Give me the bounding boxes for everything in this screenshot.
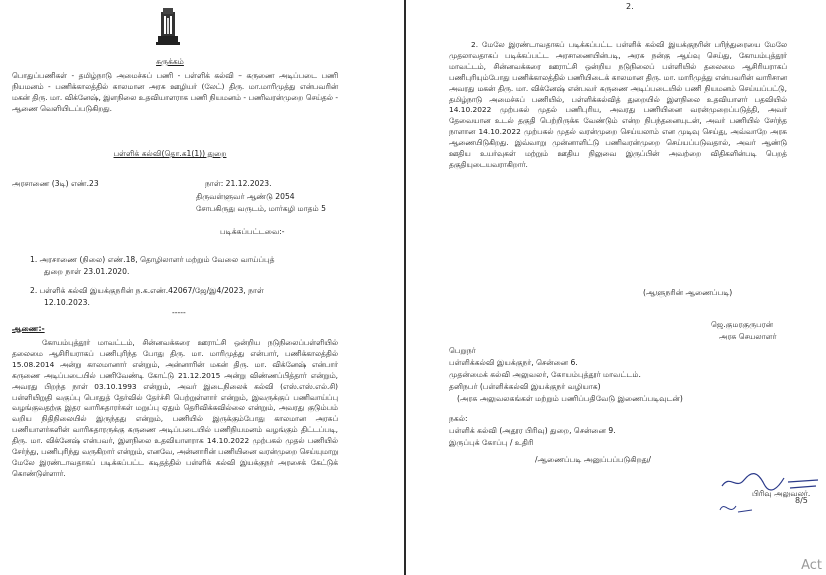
forwarded-line: /ஆணைப்படி அனுப்பப்படுகிறது/ <box>535 455 651 464</box>
summary-text: பொதுப்பணிகள் - தமிழ்நாடு அமைச்சுப் பணி - பள்ளிக் கல்வி – கருணை அடிப்படை பணி நியமனம் - பணிக்காலத்தில் காலமான அரசு ஊழியர் (லேட்) திரு. மா.மாரிமுத்து என்பவரின் மகன் திரு. மா. விக்னேஷ், இளநிலை உதவியாளராக பணி நியமனம் - பணிவரன்முறை செய்தல் - ஆணை வெளியிடப்படுகிறது. <box>12 71 338 113</box>
state-emblem-icon <box>154 6 182 46</box>
copy-2: இருப்புக் கோப்பு / உதிரி <box>449 438 534 447</box>
copy-heading: நகல்: <box>449 414 468 423</box>
go-number: அரசாணை (3டி) எண்.23 <box>12 179 99 188</box>
separator: ----- <box>172 308 186 317</box>
order-heading: ஆணை:- <box>12 324 45 333</box>
page-number: 2. <box>626 2 634 11</box>
recipient-4: (அரசு அலுவலகங்கள் மற்றும் பணிப்பதிவேடு இணைப்படிவுடன்) <box>457 394 683 403</box>
signatory-title: அரசு செயலாளர் <box>719 332 777 341</box>
reference-1-line1: 1. அரசாணை (நிலை) எண்.18, தொழிலாளர் மற்றும் வேலை வாய்ப்புத் <box>30 255 275 264</box>
by-order-line: (ஆளுநரின் ஆணைப்படி) <box>643 288 733 297</box>
recipient-1: பள்ளிக்கல்வி இயக்குநர், சென்னை 6. <box>449 358 578 367</box>
reference-2-line2: 12.10.2023. <box>44 298 90 307</box>
tamil-year: திருவள்ளுவர் ஆண்டு 2054 <box>196 192 295 201</box>
signatory-name: ஜெ.குமரகுருபரன் <box>711 320 774 329</box>
reference-1-line2: துறை நாள் 23.01.2020. <box>44 267 130 276</box>
paragraph-2: 2. மேலே இரண்டாவதாகப் படிக்கப்பட்ட பள்ளிக் கல்வி இயக்குநரின் பரிந்துரையை மேலே முதலாவதாகப் படிக்கப்பட்ட அரசாணையின்படி, அரசு நன்கு ஆய்வு செய்து, கோயம்புத்தூர் மாவட்டம், சின்னவக்கரை ஊராட்சி ஒன்றிய நடுநிலைப் பள்ளியில் தலைமை ஆசிரியராகப் பணிபுரியும்போது பணிக்காலத்தில் பணியிடைக் காலமான திரு. மா. மாரிமுத்து என்பவரின் வாரிசான அவரது மகன் திரு. மா. விக்னேஷ் என்பவர் கருணை அடிப்படையில் பணி நியமனம் செய்யப்பட்டு, தமிழ்நாடு அமைச்சுப் பணியில், பள்ளிக்கல்வித் துறையில் இளநிலை உதவியாளர் பதவியில் 14.10.2022 முற்பகல் முதல் பணிபுரிய, அவரது பணியினை வரன்முறைப்படுத்தி, அவர் தேவையான உடல் தகுதி பெற்றிருக்க வேண்டும் என்ற நிபந்தனையுடன், அவர் பணியில் சேர்ந்த நாளான 14.10.2022 முற்பகல் முதல் வரன்முறை செய்யலாம் என முடிவு செய்து, அவ்வாறே அரசு ஆணையிடுகிறது. இவ்வாறு முன்னாளிட்டு பணிவரன்முறை செய்யப்படுவதால், அவர் ஆண்டு ஊதிய உயர்வுகள் மற்றும் ஊதிய நிலுவை இருப்பின் அவற்றை விதிகளின்படி பெறத் தகுதியுடையவராகிறார். <box>449 40 787 169</box>
tamil-month: சோபகிருது வருடம், மார்கழி மாதம் 5 <box>196 204 326 213</box>
margin-mark: 8/5 <box>795 496 808 505</box>
recipient-3: தனிநபர் (பள்ளிக்கல்வி இயக்குநர் வழியாக) <box>449 382 601 391</box>
recipient-2: முதன்மைக் கல்வி அலுவலர், கோயம்புத்தூர் மாவட்டம். <box>449 370 641 379</box>
activation-watermark: Act <box>801 558 822 573</box>
left-page <box>0 0 405 575</box>
recipients-heading: பெறுநர் <box>449 346 476 355</box>
initials-icon <box>716 498 756 518</box>
page-divider <box>404 0 406 575</box>
reference-2-line1: 2. பள்ளிக் கல்வி இயக்குநரின் ந.க.எண்.42067/ஜே/இ4/2023, நாள் <box>30 286 264 295</box>
summary-heading: சுருக்கம் <box>156 57 184 66</box>
section-officer: பிரிவு அலுவலர். <box>752 489 811 498</box>
copy-1: பள்ளிக் கல்வி (அதூர பிரிவு) துறை, சென்னை 9. <box>449 426 616 435</box>
go-date: நாள்: 21.12.2023. <box>205 179 272 188</box>
order-paragraph: கோயம்புத்தூர் மாவட்டம், சின்னவக்கரை ஊராட்சி ஒன்றிய நடுநிலைப்பள்ளியில் தலைமை ஆசிரியராகப் பணிபுரிந்த போது திரு. மா. மாரிமுத்து என்பார், பணிக்காலத்தில் 15.08.2014 அன்று காலமானார் என்றும், அன்னாரின் மகன் திரு. மா. விக்னேஷ் என்பார் கருணை அடிப்படையில் பணிவேண்டி கோட்டு 21.12.2015 அன்று விண்ணப்பித்தார் என்றும், அவரது பிறந்த நாள் 03.10.1993 என்றும், அவர் இடைநிலைக் கல்வி (எஸ்.எஸ்.எல்.சி) பள்ளியிறுதி வகுப்பு பொதுத் தேர்வில் தேர்ச்சி பெற்றுள்ளார் என்றும், இவருக்குப் பணிவாய்ப்பு வழங்குவதற்கு இதர வாரிசுதாரர்கள் மறுப்பு ஏதும் தெரிவிக்கவில்லை என்றும், அவரது குடும்பம் வறிய நிதிநிலையில் இருந்தது என்றும், பணியில் இருக்கும்போது காலமான அரசுப் பணியாளர்களின் வாரிசுதாரருக்கு கருணை அடிப்படையில் பணிநியமனம் வழங்கும் திட்டப்படி, திரு. மா. விக்னேஷ் என்பவர், இளநிலை உதவியாளராக 14.10.2022 முற்பகல் முதல் பணியில் சேர்ந்து, பணிபுரிந்து வருகிறார் என்றும், எனவே, அன்னாரின் பணியினை வரன்முறை செய்யுமாறு மேலே இரண்டாவதாகப் படிக்கப்பட்ட கடிதத்தில் பள்ளிக் கல்வி இயக்குநர் அரசைக் கேட்டுக் கொண்டுள்ளார். <box>12 338 338 478</box>
department-name: பள்ளிக் கல்வி(தொ.க1(1)) துறை <box>113 149 227 158</box>
references-heading: படிக்கப்பட்டவை:- <box>220 227 285 236</box>
